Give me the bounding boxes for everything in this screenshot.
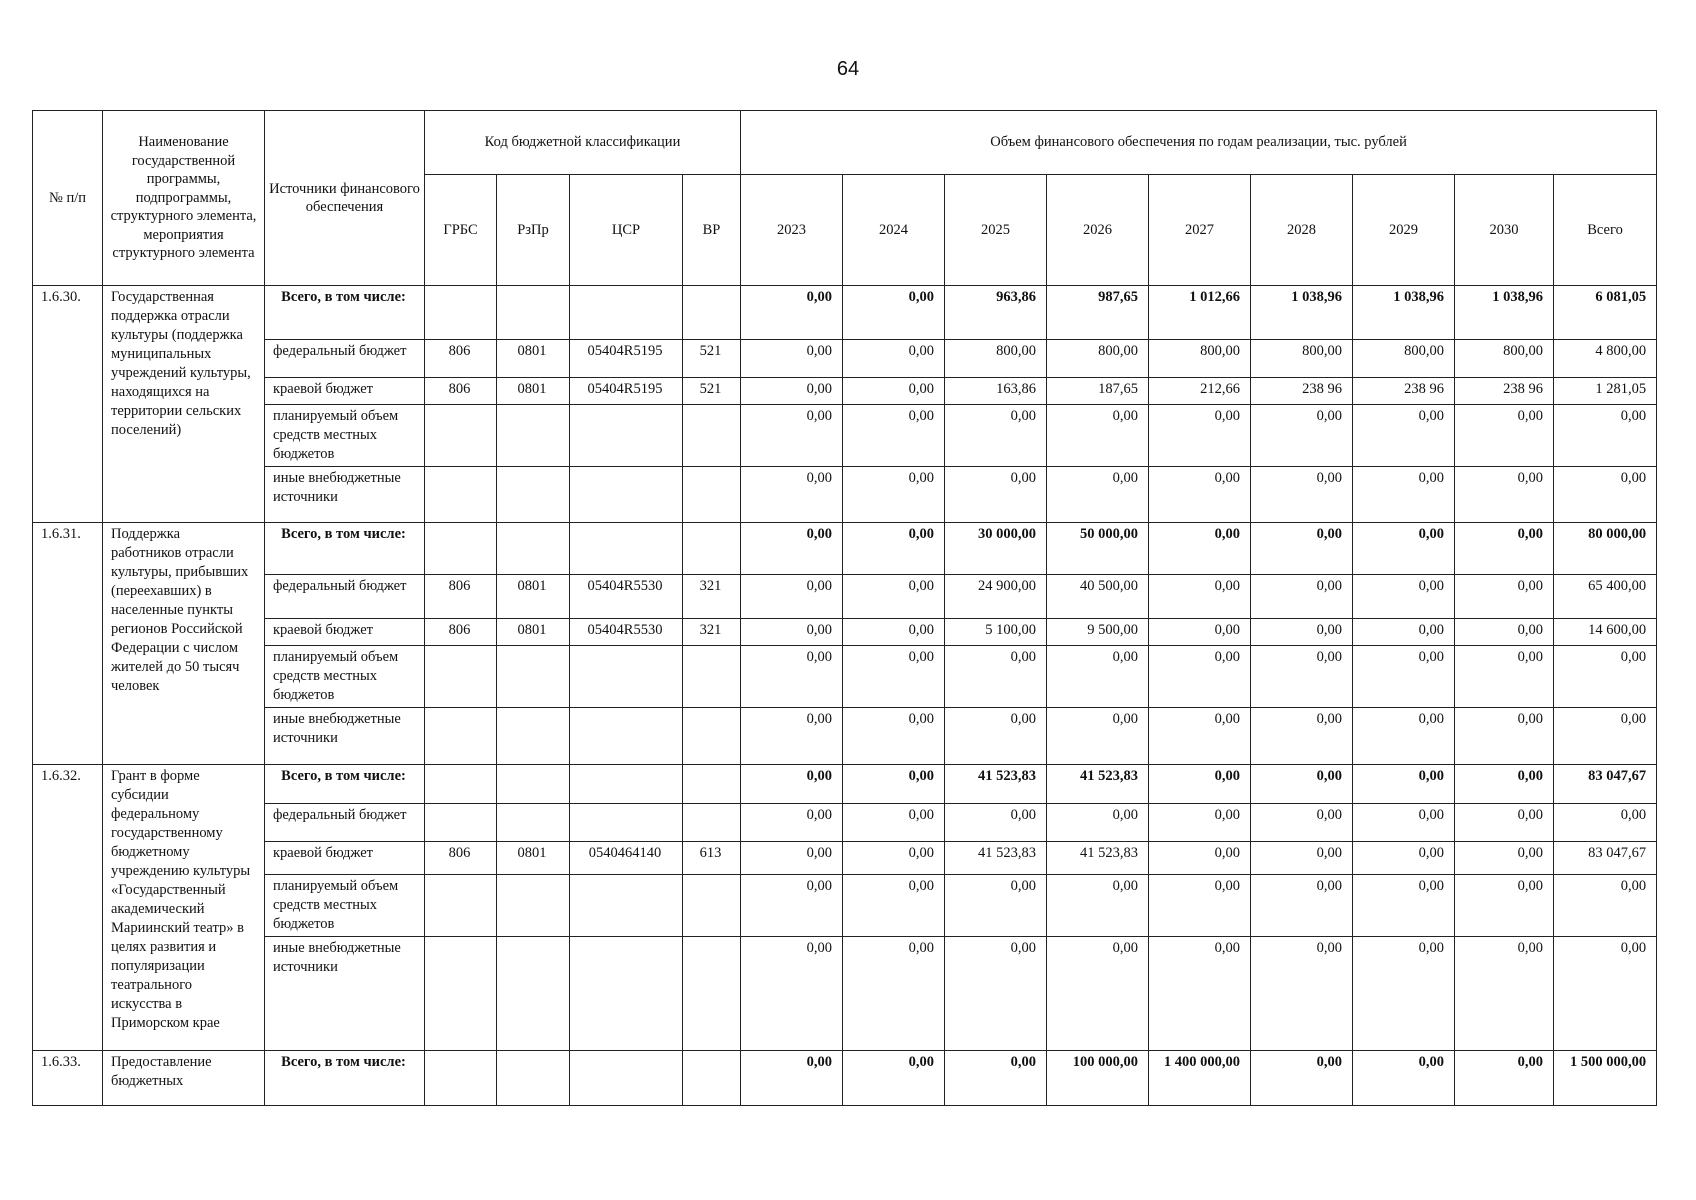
year-value: 0,00 bbox=[1353, 575, 1455, 619]
year-value: 0,00 bbox=[1149, 765, 1251, 804]
year-value: 0,00 bbox=[945, 646, 1047, 708]
year-value: 0,00 bbox=[1149, 708, 1251, 765]
year-value: 800,00 bbox=[945, 340, 1047, 378]
year-value: 41 523,83 bbox=[1047, 842, 1149, 875]
year-value: 238 96 bbox=[1251, 378, 1353, 405]
source-label: федеральный бюджет bbox=[265, 340, 425, 378]
csr-code bbox=[570, 286, 683, 340]
grbs-code bbox=[425, 937, 497, 1051]
grbs-code: 806 bbox=[425, 619, 497, 646]
table-row bbox=[33, 646, 1657, 708]
vr-code bbox=[683, 708, 741, 765]
year-value: 50 000,00 bbox=[1047, 523, 1149, 575]
csr-code: 05404R5530 bbox=[570, 619, 683, 646]
header-year: 2025 bbox=[945, 175, 1047, 286]
year-value: 1 400 000,00 bbox=[1149, 1051, 1251, 1106]
rzpr-code: 0801 bbox=[497, 575, 570, 619]
year-value: 0,00 bbox=[1455, 646, 1554, 708]
header-grbs: ГРБС bbox=[425, 175, 497, 286]
vr-code bbox=[683, 1051, 741, 1106]
year-value: 0,00 bbox=[843, 646, 945, 708]
year-value: 0,00 bbox=[843, 523, 945, 575]
grbs-code bbox=[425, 875, 497, 937]
year-value: 0,00 bbox=[1149, 575, 1251, 619]
year-value: 0,00 bbox=[1047, 467, 1149, 523]
year-value: 800,00 bbox=[1047, 340, 1149, 378]
header-year: 2024 bbox=[843, 175, 945, 286]
vr-code bbox=[683, 467, 741, 523]
header-volume: Объем финансового обеспечения по годам реализации, тыс. рублей bbox=[741, 111, 1657, 175]
year-value: 0,00 bbox=[1455, 405, 1554, 467]
table-header bbox=[33, 111, 1657, 286]
year-value: 0,00 bbox=[843, 765, 945, 804]
total-value: 0,00 bbox=[1554, 708, 1657, 765]
year-value: 100 000,00 bbox=[1047, 1051, 1149, 1106]
year-value: 0,00 bbox=[843, 619, 945, 646]
vr-code: 521 bbox=[683, 340, 741, 378]
rzpr-code bbox=[497, 467, 570, 523]
csr-code bbox=[570, 708, 683, 765]
table-row bbox=[33, 875, 1657, 937]
header-year: 2029 bbox=[1353, 175, 1455, 286]
year-value: 9 500,00 bbox=[1047, 619, 1149, 646]
year-value: 0,00 bbox=[741, 842, 843, 875]
source-label: планируемый объем средств местных бюджетов bbox=[265, 875, 425, 937]
item-number: 1.6.30. bbox=[33, 286, 103, 523]
total-row bbox=[33, 286, 1657, 340]
source-label: федеральный бюджет bbox=[265, 804, 425, 842]
year-value: 0,00 bbox=[1353, 804, 1455, 842]
year-value: 0,00 bbox=[1149, 405, 1251, 467]
year-value: 0,00 bbox=[1455, 937, 1554, 1051]
year-value: 0,00 bbox=[843, 340, 945, 378]
year-value: 0,00 bbox=[1047, 875, 1149, 937]
year-value: 0,00 bbox=[1047, 937, 1149, 1051]
table-row bbox=[33, 467, 1657, 523]
year-value: 1 038,96 bbox=[1251, 286, 1353, 340]
grbs-code bbox=[425, 467, 497, 523]
year-value: 30 000,00 bbox=[945, 523, 1047, 575]
vr-code: 321 bbox=[683, 575, 741, 619]
rzpr-code bbox=[497, 523, 570, 575]
table-body bbox=[33, 286, 1657, 1106]
rzpr-code bbox=[497, 804, 570, 842]
year-value: 5 100,00 bbox=[945, 619, 1047, 646]
csr-code: 05404R5195 bbox=[570, 378, 683, 405]
grbs-code bbox=[425, 405, 497, 467]
csr-code: 0540464140 bbox=[570, 842, 683, 875]
year-value: 0,00 bbox=[1149, 842, 1251, 875]
year-value: 0,00 bbox=[1047, 646, 1149, 708]
year-value: 0,00 bbox=[1251, 875, 1353, 937]
year-value: 0,00 bbox=[741, 937, 843, 1051]
table-row bbox=[33, 842, 1657, 875]
total-value: 0,00 bbox=[1554, 937, 1657, 1051]
year-value: 0,00 bbox=[1251, 523, 1353, 575]
source-label: краевой бюджет bbox=[265, 378, 425, 405]
vr-code bbox=[683, 937, 741, 1051]
year-value: 0,00 bbox=[1149, 804, 1251, 842]
source-label: иные внебюджетные источники bbox=[265, 467, 425, 523]
year-value: 0,00 bbox=[945, 1051, 1047, 1106]
year-value: 0,00 bbox=[741, 340, 843, 378]
year-value: 41 523,83 bbox=[1047, 765, 1149, 804]
source-label: краевой бюджет bbox=[265, 842, 425, 875]
csr-code bbox=[570, 804, 683, 842]
year-value: 0,00 bbox=[1455, 708, 1554, 765]
year-value: 0,00 bbox=[1251, 842, 1353, 875]
year-value: 0,00 bbox=[1251, 619, 1353, 646]
year-value: 163,86 bbox=[945, 378, 1047, 405]
year-value: 212,66 bbox=[1149, 378, 1251, 405]
total-value: 4 800,00 bbox=[1554, 340, 1657, 378]
rzpr-code bbox=[497, 765, 570, 804]
source-label: иные внебюджетные источники bbox=[265, 937, 425, 1051]
source-label: Всего, в том числе: bbox=[265, 765, 425, 804]
year-value: 0,00 bbox=[741, 708, 843, 765]
source-label: иные внебюджетные источники bbox=[265, 708, 425, 765]
total-value: 0,00 bbox=[1554, 804, 1657, 842]
year-value: 0,00 bbox=[945, 405, 1047, 467]
year-value: 987,65 bbox=[1047, 286, 1149, 340]
total-value: 0,00 bbox=[1554, 405, 1657, 467]
table-row bbox=[33, 708, 1657, 765]
year-value: 800,00 bbox=[1455, 340, 1554, 378]
rzpr-code bbox=[497, 1051, 570, 1106]
page-number: 64 bbox=[836, 58, 860, 80]
year-value: 0,00 bbox=[1353, 467, 1455, 523]
grbs-code: 806 bbox=[425, 842, 497, 875]
year-value: 0,00 bbox=[1251, 405, 1353, 467]
grbs-code bbox=[425, 646, 497, 708]
header-csr: ЦСР bbox=[570, 175, 683, 286]
year-value: 41 523,83 bbox=[945, 842, 1047, 875]
total-value: 83 047,67 bbox=[1554, 842, 1657, 875]
source-label: планируемый объем средств местных бюджетов bbox=[265, 646, 425, 708]
year-value: 0,00 bbox=[945, 804, 1047, 842]
year-value: 963,86 bbox=[945, 286, 1047, 340]
grbs-code: 806 bbox=[425, 340, 497, 378]
total-row bbox=[33, 765, 1657, 804]
csr-code bbox=[570, 646, 683, 708]
year-value: 0,00 bbox=[843, 405, 945, 467]
year-value: 41 523,83 bbox=[945, 765, 1047, 804]
year-value: 0,00 bbox=[741, 405, 843, 467]
total-row bbox=[33, 1051, 1657, 1106]
source-label: федеральный бюджет bbox=[265, 575, 425, 619]
header-num: № п/п bbox=[33, 111, 103, 286]
year-value: 0,00 bbox=[1149, 619, 1251, 646]
year-value: 0,00 bbox=[843, 378, 945, 405]
csr-code bbox=[570, 467, 683, 523]
year-value: 0,00 bbox=[741, 619, 843, 646]
total-value: 65 400,00 bbox=[1554, 575, 1657, 619]
year-value: 0,00 bbox=[1251, 646, 1353, 708]
year-value: 0,00 bbox=[1455, 619, 1554, 646]
vr-code bbox=[683, 804, 741, 842]
year-value: 0,00 bbox=[1353, 842, 1455, 875]
total-value: 6 081,05 bbox=[1554, 286, 1657, 340]
year-value: 0,00 bbox=[741, 765, 843, 804]
header-year: 2027 bbox=[1149, 175, 1251, 286]
year-value: 800,00 bbox=[1149, 340, 1251, 378]
year-value: 800,00 bbox=[1353, 340, 1455, 378]
item-name: Грант в форме субсидии федеральному государственному бюджетному учреждению культуры «Государственный академический Мариинский театр» в целях развития и популяризации театрального искусства в Приморском крае bbox=[103, 765, 265, 1051]
source-label: Всего, в том числе: bbox=[265, 286, 425, 340]
year-value: 0,00 bbox=[1455, 765, 1554, 804]
rzpr-code bbox=[497, 875, 570, 937]
year-value: 0,00 bbox=[741, 875, 843, 937]
year-value: 0,00 bbox=[945, 708, 1047, 765]
grbs-code bbox=[425, 708, 497, 765]
table-row bbox=[33, 378, 1657, 405]
total-value: 1 281,05 bbox=[1554, 378, 1657, 405]
year-value: 0,00 bbox=[1251, 765, 1353, 804]
year-value: 0,00 bbox=[843, 286, 945, 340]
grbs-code: 806 bbox=[425, 378, 497, 405]
header-year: 2028 bbox=[1251, 175, 1353, 286]
year-value: 0,00 bbox=[843, 875, 945, 937]
year-value: 0,00 bbox=[945, 937, 1047, 1051]
table-row bbox=[33, 619, 1657, 646]
total-value: 0,00 bbox=[1554, 467, 1657, 523]
table-row bbox=[33, 405, 1657, 467]
grbs-code bbox=[425, 1051, 497, 1106]
grbs-code bbox=[425, 804, 497, 842]
header-total: Всего bbox=[1554, 175, 1657, 286]
header-year: 2030 bbox=[1455, 175, 1554, 286]
year-value: 0,00 bbox=[741, 286, 843, 340]
csr-code bbox=[570, 765, 683, 804]
source-label: Всего, в том числе: bbox=[265, 1051, 425, 1106]
year-value: 0,00 bbox=[1251, 937, 1353, 1051]
year-value: 0,00 bbox=[1353, 1051, 1455, 1106]
vr-code bbox=[683, 875, 741, 937]
total-value: 0,00 bbox=[1554, 646, 1657, 708]
header-year: 2026 bbox=[1047, 175, 1149, 286]
vr-code: 321 bbox=[683, 619, 741, 646]
year-value: 0,00 bbox=[1149, 937, 1251, 1051]
budget-table bbox=[32, 110, 1657, 1106]
year-value: 1 012,66 bbox=[1149, 286, 1251, 340]
year-value: 0,00 bbox=[1455, 875, 1554, 937]
vr-code: 613 bbox=[683, 842, 741, 875]
vr-code: 521 bbox=[683, 378, 741, 405]
vr-code bbox=[683, 765, 741, 804]
header-vr: ВР bbox=[683, 175, 741, 286]
year-value: 0,00 bbox=[741, 575, 843, 619]
year-value: 0,00 bbox=[843, 575, 945, 619]
total-value: 83 047,67 bbox=[1554, 765, 1657, 804]
year-value: 0,00 bbox=[1353, 937, 1455, 1051]
year-value: 0,00 bbox=[945, 467, 1047, 523]
vr-code bbox=[683, 523, 741, 575]
year-value: 0,00 bbox=[741, 1051, 843, 1106]
year-value: 0,00 bbox=[843, 467, 945, 523]
header-source: Источники финансового обеспечения bbox=[265, 111, 425, 286]
vr-code bbox=[683, 405, 741, 467]
source-label: Всего, в том числе: bbox=[265, 523, 425, 575]
year-value: 0,00 bbox=[741, 804, 843, 842]
rzpr-code: 0801 bbox=[497, 378, 570, 405]
header-name: Наименование государственной программы, подпрограммы, структурного элемента, мероприятия структурного элемента bbox=[103, 111, 265, 286]
header-rzpr: РзПр bbox=[497, 175, 570, 286]
year-value: 0,00 bbox=[843, 708, 945, 765]
year-value: 0,00 bbox=[1455, 1051, 1554, 1106]
year-value: 0,00 bbox=[1047, 405, 1149, 467]
csr-code: 05404R5530 bbox=[570, 575, 683, 619]
year-value: 0,00 bbox=[741, 378, 843, 405]
year-value: 0,00 bbox=[1353, 765, 1455, 804]
year-value: 800,00 bbox=[1251, 340, 1353, 378]
total-row bbox=[33, 523, 1657, 575]
year-value: 40 500,00 bbox=[1047, 575, 1149, 619]
item-name: Предоставление бюджетных bbox=[103, 1051, 265, 1106]
year-value: 0,00 bbox=[843, 1051, 945, 1106]
rzpr-code: 0801 bbox=[497, 842, 570, 875]
year-value: 1 038,96 bbox=[1353, 286, 1455, 340]
year-value: 0,00 bbox=[1455, 842, 1554, 875]
year-value: 0,00 bbox=[1149, 523, 1251, 575]
rzpr-code bbox=[497, 937, 570, 1051]
year-value: 0,00 bbox=[1251, 1051, 1353, 1106]
year-value: 0,00 bbox=[843, 937, 945, 1051]
vr-code bbox=[683, 646, 741, 708]
year-value: 0,00 bbox=[741, 646, 843, 708]
table-row bbox=[33, 804, 1657, 842]
rzpr-code: 0801 bbox=[497, 619, 570, 646]
year-value: 0,00 bbox=[1353, 619, 1455, 646]
year-value: 0,00 bbox=[1149, 467, 1251, 523]
year-value: 0,00 bbox=[1047, 708, 1149, 765]
csr-code bbox=[570, 405, 683, 467]
rzpr-code bbox=[497, 286, 570, 340]
grbs-code: 806 bbox=[425, 575, 497, 619]
rzpr-code bbox=[497, 646, 570, 708]
item-number: 1.6.31. bbox=[33, 523, 103, 765]
year-value: 0,00 bbox=[1353, 523, 1455, 575]
year-value: 0,00 bbox=[1149, 646, 1251, 708]
header-kbk: Код бюджетной классификации bbox=[425, 111, 741, 175]
year-value: 238 96 bbox=[1455, 378, 1554, 405]
year-value: 0,00 bbox=[1251, 708, 1353, 765]
year-value: 0,00 bbox=[741, 523, 843, 575]
total-value: 0,00 bbox=[1554, 875, 1657, 937]
year-value: 0,00 bbox=[1353, 708, 1455, 765]
grbs-code bbox=[425, 286, 497, 340]
year-value: 0,00 bbox=[1251, 575, 1353, 619]
item-name: Поддержка работников отрасли культуры, прибывших (переехавших) в населенные пункты регионов Российской Федерации с числом жителей до 50 тысяч человек bbox=[103, 523, 265, 765]
item-name: Государственная поддержка отрасли культуры (поддержка муниципальных учреждений культуры, находящихся на территории сельских поселений) bbox=[103, 286, 265, 523]
year-value: 0,00 bbox=[1149, 875, 1251, 937]
year-value: 0,00 bbox=[1455, 523, 1554, 575]
year-value: 0,00 bbox=[1455, 804, 1554, 842]
item-number: 1.6.32. bbox=[33, 765, 103, 1051]
rzpr-code bbox=[497, 708, 570, 765]
year-value: 0,00 bbox=[741, 467, 843, 523]
year-value: 0,00 bbox=[1455, 575, 1554, 619]
year-value: 0,00 bbox=[945, 875, 1047, 937]
csr-code bbox=[570, 875, 683, 937]
year-value: 0,00 bbox=[1251, 467, 1353, 523]
csr-code: 05404R5195 bbox=[570, 340, 683, 378]
year-value: 0,00 bbox=[843, 842, 945, 875]
year-value: 0,00 bbox=[1353, 405, 1455, 467]
vr-code bbox=[683, 286, 741, 340]
total-value: 80 000,00 bbox=[1554, 523, 1657, 575]
year-value: 0,00 bbox=[1455, 467, 1554, 523]
header-year: 2023 bbox=[741, 175, 843, 286]
table-row bbox=[33, 937, 1657, 1051]
rzpr-code: 0801 bbox=[497, 340, 570, 378]
csr-code bbox=[570, 937, 683, 1051]
total-value: 1 500 000,00 bbox=[1554, 1051, 1657, 1106]
source-label: краевой бюджет bbox=[265, 619, 425, 646]
csr-code bbox=[570, 523, 683, 575]
year-value: 0,00 bbox=[1353, 646, 1455, 708]
year-value: 0,00 bbox=[843, 804, 945, 842]
year-value: 0,00 bbox=[1047, 804, 1149, 842]
year-value: 24 900,00 bbox=[945, 575, 1047, 619]
year-value: 238 96 bbox=[1353, 378, 1455, 405]
csr-code bbox=[570, 1051, 683, 1106]
grbs-code bbox=[425, 765, 497, 804]
year-value: 187,65 bbox=[1047, 378, 1149, 405]
item-number: 1.6.33. bbox=[33, 1051, 103, 1106]
source-label: планируемый объем средств местных бюджетов bbox=[265, 405, 425, 467]
year-value: 0,00 bbox=[1251, 804, 1353, 842]
total-value: 14 600,00 bbox=[1554, 619, 1657, 646]
year-value: 0,00 bbox=[1353, 875, 1455, 937]
table-row bbox=[33, 575, 1657, 619]
year-value: 1 038,96 bbox=[1455, 286, 1554, 340]
table-row bbox=[33, 340, 1657, 378]
rzpr-code bbox=[497, 405, 570, 467]
grbs-code bbox=[425, 523, 497, 575]
